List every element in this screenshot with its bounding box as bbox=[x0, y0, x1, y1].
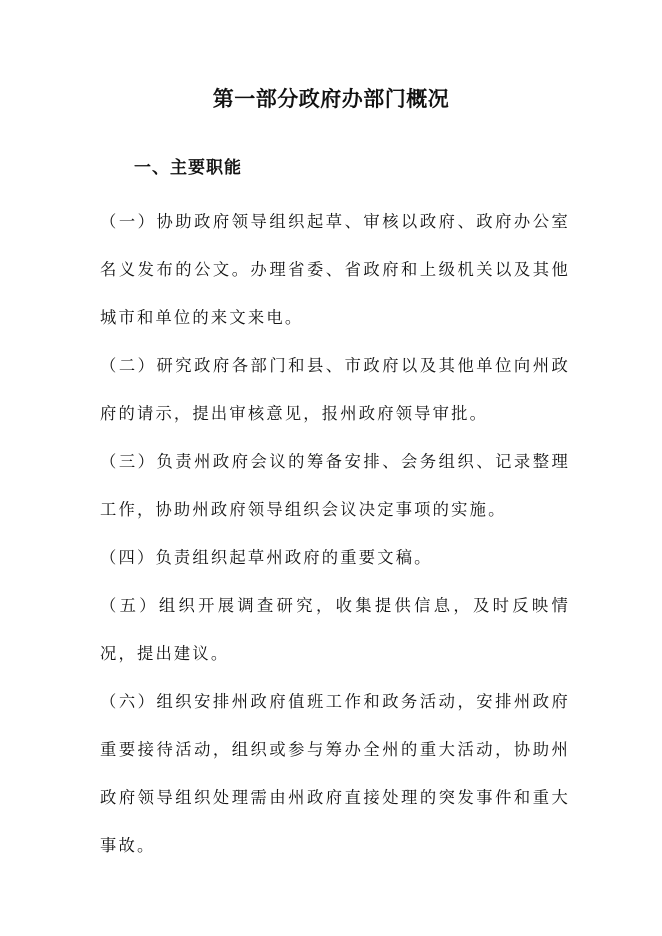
section-heading: 一、主要职能 bbox=[134, 158, 242, 178]
paragraph-6: （六）组织安排州政府值班工作和政务活动，安排州政府重要接待活动，组织或参与筹办全州的重大活动，协助州政府领导组织处理需由州政府直接处理的突发事件和重大事故。 bbox=[100, 692, 570, 855]
document-title: 第一部分政府办部门概况 bbox=[212, 86, 450, 111]
document-body bbox=[100, 198, 570, 870]
paragraph-1: （一）协助政府领导组织起草、审核以政府、政府办公室名义发布的公文。办理省委、省政府和上级机关以及其他城市和单位的来文来电。 bbox=[100, 212, 570, 327]
paragraph-2: （二）研究政府各部门和县、市政府以及其他单位向州政府的请示，提出审核意见，报州政府领导审批。 bbox=[100, 356, 570, 423]
paragraph-4: （四）负责组织起草州政府的重要文稿。 bbox=[100, 548, 433, 567]
paragraph-5: （五）组织开展调查研究，收集提供信息，及时反映情况，提出建议。 bbox=[100, 596, 570, 663]
paragraph-3: （三）负责州政府会议的筹备安排、会务组织、记录整理工作，协助州政府领导组织会议决定事项的实施。 bbox=[100, 452, 570, 519]
